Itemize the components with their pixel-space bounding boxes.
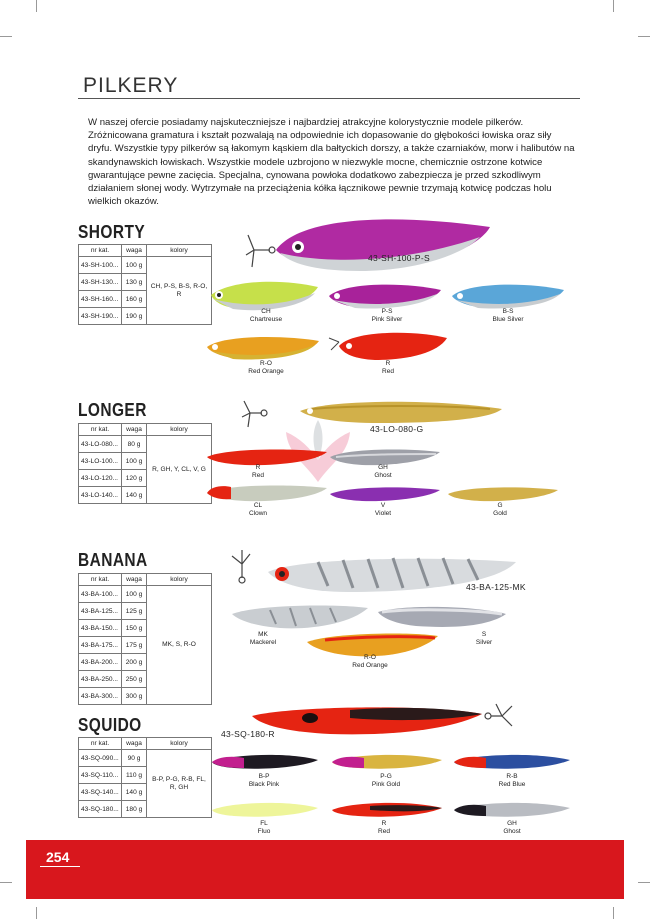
weight: 120 g bbox=[122, 470, 147, 487]
variant-code: R bbox=[255, 464, 261, 471]
spec-table-shorty bbox=[78, 244, 212, 325]
catalog-number: 43-SH-130... bbox=[79, 274, 122, 291]
table-row bbox=[79, 257, 212, 274]
feature-code-longer: 43-LO-080-G bbox=[370, 424, 424, 434]
variant-name: Violet bbox=[374, 510, 392, 517]
catalog-number: 43-SQ-180... bbox=[79, 801, 122, 818]
variant-name: Red Blue bbox=[498, 781, 526, 788]
lure-image-longer-r bbox=[205, 448, 330, 466]
colors-cell: MK, S, R-O bbox=[147, 586, 212, 705]
lure-image-squido-pg bbox=[330, 752, 445, 772]
col-header-kolory: kolory bbox=[147, 574, 212, 586]
spec-table-banana bbox=[78, 573, 212, 705]
variant-name: Pink Gold bbox=[371, 781, 401, 788]
page-title: PILKERY bbox=[83, 74, 179, 97]
variant-code: P-S bbox=[381, 308, 393, 315]
variant-label bbox=[476, 631, 492, 647]
catalog-number: 43-SH-160... bbox=[79, 291, 122, 308]
variant-name: Silver bbox=[475, 639, 493, 646]
variant-label bbox=[493, 502, 507, 518]
crop-mark bbox=[613, 907, 614, 919]
variant-label bbox=[375, 502, 391, 518]
variant-label bbox=[382, 360, 394, 376]
col-header-kolory: kolory bbox=[147, 245, 212, 257]
variant-label bbox=[372, 308, 403, 324]
weight: 125 g bbox=[122, 603, 147, 620]
col-header-nr: nr kat. bbox=[79, 245, 122, 257]
col-header-nr: nr kat. bbox=[79, 738, 122, 750]
page-number: 254 bbox=[46, 849, 70, 865]
variant-name: Red bbox=[378, 828, 390, 835]
catalog-number: 43-BA-150... bbox=[79, 620, 122, 637]
col-header-kolory: kolory bbox=[147, 424, 212, 436]
weight: 300 g bbox=[122, 688, 147, 705]
feature-code-banana: 43-BA-125-MK bbox=[466, 582, 526, 592]
crop-mark bbox=[0, 36, 12, 37]
table-row bbox=[79, 436, 212, 453]
section-title-squido: SQUIDO bbox=[78, 715, 142, 735]
weight: 190 g bbox=[122, 308, 147, 325]
catalog-number: 43-SH-100... bbox=[79, 257, 122, 274]
catalog-number: 43-BA-250... bbox=[79, 671, 122, 688]
variant-code: V bbox=[380, 502, 386, 509]
variant-code: GH bbox=[378, 464, 388, 471]
lure-image-longer-g bbox=[446, 486, 561, 502]
weight: 140 g bbox=[122, 487, 147, 504]
variant-label bbox=[249, 773, 279, 789]
page-number-underline bbox=[40, 866, 80, 867]
crop-mark bbox=[36, 907, 37, 919]
variant-name: Fluo bbox=[257, 828, 271, 835]
variant-name: Gold bbox=[493, 510, 507, 517]
feature-code-squido: 43-SQ-180-R bbox=[221, 729, 275, 739]
variant-label bbox=[352, 654, 387, 670]
variant-label bbox=[250, 631, 276, 647]
variant-label bbox=[252, 464, 264, 480]
variant-code: CH bbox=[261, 308, 271, 315]
catalog-number: 43-LO-120... bbox=[79, 470, 122, 487]
weight: 200 g bbox=[122, 654, 147, 671]
variant-name: Red bbox=[382, 368, 394, 375]
variant-label bbox=[258, 820, 271, 836]
weight: 250 g bbox=[122, 671, 147, 688]
lure-image-squido-r-small bbox=[330, 800, 445, 820]
lure-image-shorty-r bbox=[325, 328, 450, 362]
variant-label bbox=[499, 773, 526, 789]
spec-table-squido bbox=[78, 737, 212, 818]
variant-label bbox=[492, 308, 523, 324]
catalog-number: 43-BA-175... bbox=[79, 637, 122, 654]
lure-image-squido-gh bbox=[452, 800, 572, 820]
catalog-number: 43-LO-080... bbox=[79, 436, 122, 453]
variant-label bbox=[248, 360, 283, 376]
section-title-banana: BANANA bbox=[78, 550, 148, 570]
variant-label bbox=[372, 773, 400, 789]
crop-mark bbox=[613, 0, 614, 12]
catalog-number: 43-LO-140... bbox=[79, 487, 122, 504]
variant-label bbox=[374, 464, 391, 480]
catalog-number: 43-BA-200... bbox=[79, 654, 122, 671]
variant-name: Ghost bbox=[503, 828, 521, 835]
variant-code: S bbox=[481, 631, 487, 638]
lure-image-squido-rb bbox=[452, 752, 572, 772]
weight: 140 g bbox=[122, 784, 147, 801]
section-title-longer: LONGER bbox=[78, 400, 147, 420]
lure-image-squido-r bbox=[250, 700, 515, 740]
variant-code: R-B bbox=[506, 773, 518, 780]
crop-mark bbox=[638, 882, 650, 883]
spec-table-longer bbox=[78, 423, 212, 504]
catalog-number: 43-SQ-110... bbox=[79, 767, 122, 784]
catalog-number: 43-SH-190... bbox=[79, 308, 122, 325]
catalog-number: 43-LO-100... bbox=[79, 453, 122, 470]
catalog-number: 43-SQ-140... bbox=[79, 784, 122, 801]
variant-code: R-O bbox=[260, 360, 272, 367]
variant-name: Red Orange bbox=[352, 662, 388, 669]
catalog-number: 43-SQ-090... bbox=[79, 750, 122, 767]
lure-image-longer-v bbox=[328, 486, 443, 502]
lure-image-shorty-ro bbox=[203, 333, 323, 361]
crop-mark bbox=[638, 36, 650, 37]
col-header-waga: waga bbox=[122, 738, 147, 750]
variant-label bbox=[378, 820, 390, 836]
variant-name: Clown bbox=[248, 510, 268, 517]
variant-name: Black Pink bbox=[248, 781, 280, 788]
variant-name: Chartreuse bbox=[249, 316, 283, 323]
variant-name: Red Orange bbox=[248, 368, 284, 375]
intro-paragraph: W naszej ofercie posiadamy najskuteczniejsze i najbardziej atrakcyjne kolorystycznie modele pilkerów. Zróżnicowana gramatura i kształt pozwalają na odpowiednie ich dopasowanie do głębokości łowiska oraz siły dryfu. Wszystkie typy pilkerów są łakomym kąskiem dla bałtyckich dorszy, a także czarniaków, morw i halibutów na skandynawskich łowiskach. Wszystkie modele uzbrojono w niezwykle mocne, chemicznie ostrzone kotwice gwarantujące pewne zacięcia. Specjalna, cynowana powłoka dodatkowo zabezpiecza je przed szkodliwym działaniem słonej wody. Wytrzymałe na przeciążenia kółka łącznikowe pewnie trzymają kotwicę podczas holu wielkich okazów. bbox=[88, 117, 575, 208]
lure-image-squido-fl bbox=[210, 800, 320, 820]
col-header-nr: nr kat. bbox=[79, 574, 122, 586]
col-header-nr: nr kat. bbox=[79, 424, 122, 436]
variant-code: B-P bbox=[258, 773, 270, 780]
weight: 150 g bbox=[122, 620, 147, 637]
variant-code: FL bbox=[260, 820, 268, 827]
weight: 175 g bbox=[122, 637, 147, 654]
weight: 80 g bbox=[122, 436, 147, 453]
weight: 110 g bbox=[122, 767, 147, 784]
weight: 180 g bbox=[122, 801, 147, 818]
variant-code: G bbox=[497, 502, 503, 509]
page-footer-bar bbox=[26, 840, 624, 899]
weight: 100 g bbox=[122, 257, 147, 274]
weight: 130 g bbox=[122, 274, 147, 291]
weight: 100 g bbox=[122, 453, 147, 470]
weight: 90 g bbox=[122, 750, 147, 767]
col-header-waga: waga bbox=[122, 245, 147, 257]
colors-cell: R, GH, Y, CL, V, G bbox=[147, 436, 212, 504]
title-divider bbox=[78, 98, 580, 99]
variant-name: Pink Silver bbox=[371, 316, 403, 323]
variant-label bbox=[249, 502, 267, 518]
feature-code-shorty: 43-SH-100-P-S bbox=[368, 253, 431, 263]
weight: 160 g bbox=[122, 291, 147, 308]
variant-name: Blue Silver bbox=[492, 316, 524, 323]
col-header-kolory: kolory bbox=[147, 738, 212, 750]
variant-code: B-S bbox=[502, 308, 514, 315]
crop-mark bbox=[36, 0, 37, 12]
variant-code: GH bbox=[507, 820, 517, 827]
variant-name: Ghost bbox=[374, 472, 392, 479]
colors-cell: B-P, P-G, R-B, FL, R, GH bbox=[147, 750, 212, 818]
variant-code: R bbox=[385, 360, 391, 367]
section-title-shorty: SHORTY bbox=[78, 222, 146, 242]
variant-code: CL bbox=[253, 502, 263, 509]
weight: 100 g bbox=[122, 586, 147, 603]
variant-code: R-O bbox=[364, 654, 376, 661]
variant-label bbox=[503, 820, 520, 836]
table-row bbox=[79, 750, 212, 767]
lure-image-banana-s bbox=[376, 604, 508, 628]
table-row bbox=[79, 586, 212, 603]
catalog-number: 43-BA-300... bbox=[79, 688, 122, 705]
lure-image-squido-bp bbox=[210, 752, 320, 772]
crop-mark bbox=[0, 882, 12, 883]
catalog-number: 43-BA-100... bbox=[79, 586, 122, 603]
colors-cell: CH, P-S, B-S, R-O, R bbox=[147, 257, 212, 325]
variant-code: MK bbox=[258, 631, 268, 638]
catalog-number: 43-BA-125... bbox=[79, 603, 122, 620]
col-header-waga: waga bbox=[122, 424, 147, 436]
variant-name: Mackerel bbox=[249, 639, 277, 646]
variant-code: P-G bbox=[380, 773, 392, 780]
variant-name: Red bbox=[252, 472, 264, 479]
variant-label bbox=[250, 308, 282, 324]
lure-image-longer-cl bbox=[205, 484, 330, 502]
lure-image-banana-mk-small bbox=[230, 604, 370, 630]
col-header-waga: waga bbox=[122, 574, 147, 586]
variant-code: R bbox=[381, 820, 387, 827]
